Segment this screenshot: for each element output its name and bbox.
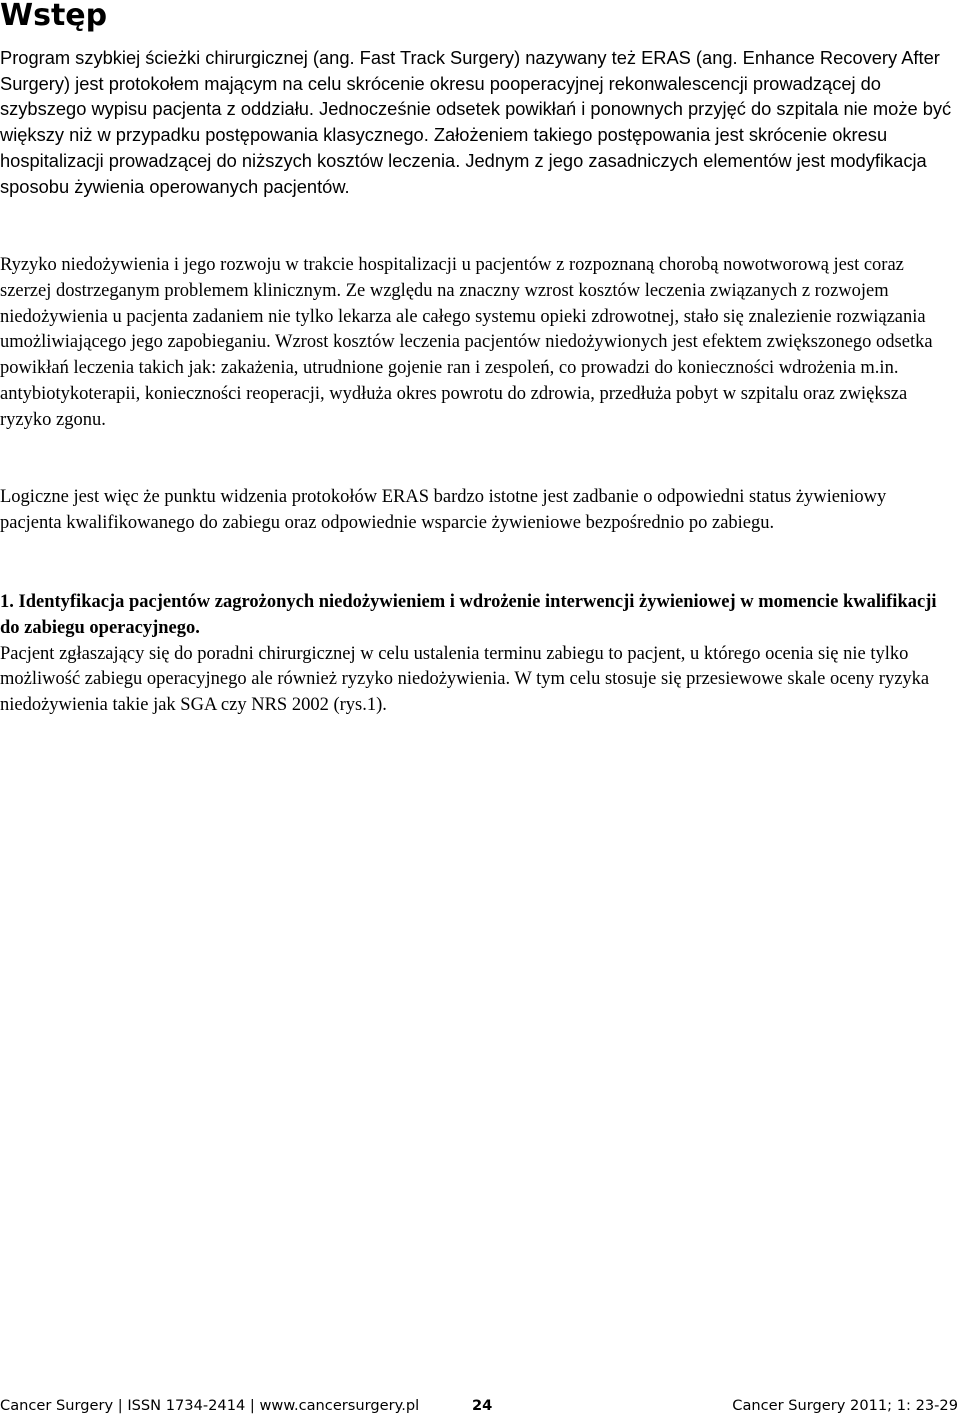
footer-journal-info: Cancer Surgery | ISSN 1734-2414 | www.cancersurgery.pl xyxy=(0,1397,420,1414)
footer-page-number: 24 xyxy=(472,1397,493,1414)
intro-paragraph: Program szybkiej ścieżki chirurgicznej (ang. Fast Track Surgery) nazywany też ERAS (ang. Enhance Recovery After Surgery) jest protokołem mającym na celu skrócenie okresu pooperacyjnej rekonwalescencji prowadzącej do szybszego wypisu pacjenta z oddziału. Jednocześnie odsetek powikłań i ponownych przyjęć do szpitala nie może być większy niż w przypadku postępowania klasycznego. Założeniem takiego postępowania jest skrócenie okresu hospitalizacji prowadzącej do niższych kosztów leczenia. Jednym z jego zasadniczych elementów jest modyfikacja sposobu żywienia operowanych pacjentów. xyxy=(0,47,952,197)
body-paragraph-risk xyxy=(0,253,952,434)
section-1 xyxy=(0,590,952,719)
page-footer xyxy=(0,1396,960,1416)
footer-citation: Cancer Surgery 2011; 1: 23-29 xyxy=(732,1397,958,1414)
section-heading: 1. Identyfikacja pacjentów zagrożonych niedożywieniem i wdrożenie interwencji żywieniowej w momencie kwalifikacji do zabiegu operacyjnego. xyxy=(0,592,937,638)
paragraph-screening: Pacjent zgłaszający się do poradni chirurgicznej w celu ustalenia terminu zabiegu to pacjent, u którego ocenia się nie tylko możliwość zabiegu operacyjnego ale również ryzyko niedożywienia. W tym celu stosuje się przesiewowe skale oceny ryzyka niedożywienia takie jak SGA czy NRS 2002 (rys.1). xyxy=(0,643,930,716)
paragraph-eras-logic: Logiczne jest więc że punktu widzenia protokołów ERAS bardzo istotne jest zadbanie o odpowiedni status żywieniowy pacjenta kwalifikowanego do zabiegu oraz odpowiednie wsparcie żywieniowe bezpośrednio po zabiegu. xyxy=(0,487,887,533)
body-paragraph-eras xyxy=(0,485,952,537)
page-title: Wstęp xyxy=(0,0,108,33)
paragraph-malnutrition-risk: Ryzyko niedożywienia i jego rozwoju w trakcie hospitalizacji u pacjentów z rozpoznaną chorobą nowotworową jest coraz szerzej dostrzeganym problemem klinicznym. Ze względu na znaczny wzrost kosztów leczenia związanych z rozwojem niedożywienia u pacjenta zadaniem nie tylko lekarza ale całego systemu opieki zdrowotnej, stało się znalezienie rozwiązania umożliwiającego jego zapobieganiu. Wzrost kosztów leczenia pacjentów niedożywionych jest efektem zwiększonego odsetka powikłań leczenia takich jak: zakażenia, utrudnione gojenie ran i zespoleń, co prowadzi do konieczności wdrożenia m.in. antybiotykoterapii, konieczności reoperacji, wydłuża okres powrotu do zdrowia, przedłuża pobyt w szpitalu oraz zwiększa ryzyko zgonu. xyxy=(0,255,933,430)
